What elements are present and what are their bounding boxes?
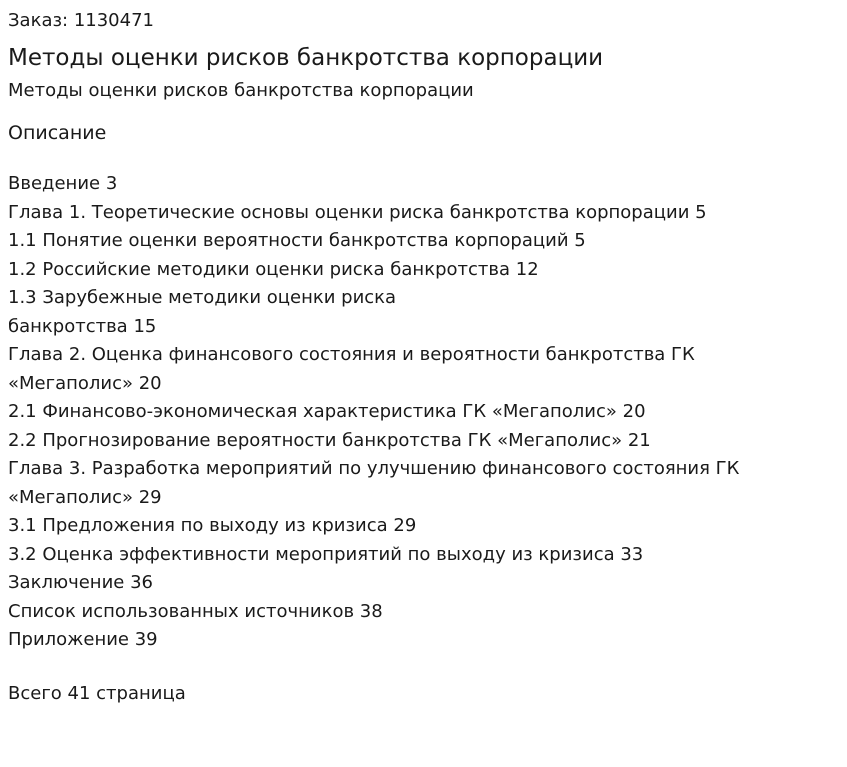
toc-item-2-1: 2.1 Финансово-экономическая характеристика ГК «Мегаполис» 20: [8, 401, 646, 422]
toc-item-chapter-3: Глава 3. Разработка мероприятий по улучшению финансового состояния ГК «Мегаполис» 29: [8, 458, 740, 508]
toc-item-intro: Введение 3: [8, 173, 118, 194]
toc-item-1-3: 1.3 Зарубежные методики оценки риска банкротства 15: [8, 287, 397, 337]
toc-item-references: Список использованных источников 38: [8, 600, 383, 622]
page-title: Методы оценки рисков банкротства корпорации: [8, 45, 604, 71]
toc-item-3-1: 3.1 Предложения по выходу из кризиса 29: [8, 515, 417, 536]
toc-item-chapter-1: Глава 1. Теоретические основы оценки риска банкротства корпорации 5: [8, 201, 707, 223]
toc-item-1-2: 1.2 Российские методики оценки риска банкротства 12: [8, 258, 539, 280]
toc-item-conclusion: Заключение 36: [8, 572, 153, 593]
toc-item-2-2: 2.2 Прогнозирование вероятности банкротства ГК «Мегаполис» 21: [8, 429, 651, 451]
toc-item-1-1: 1.1 Понятие оценки вероятности банкротства корпораций 5: [8, 230, 586, 251]
page-subtitle: Методы оценки рисков банкротства корпорации: [8, 80, 474, 101]
toc-item-chapter-2: Глава 2. Оценка финансового состояния и вероятности банкротства ГК «Мегаполис» 20: [8, 344, 695, 394]
order-number: Заказ: 1130471: [8, 10, 154, 31]
toc-item-appendix: Приложение 39: [8, 629, 158, 650]
table-of-contents: [8, 170, 847, 655]
description-heading: Описание: [8, 122, 107, 144]
toc-item-3-2: 3.2 Оценка эффективности мероприятий по выходу из кризиса 33: [8, 543, 644, 565]
total-pages: Всего 41 страница: [8, 682, 186, 704]
